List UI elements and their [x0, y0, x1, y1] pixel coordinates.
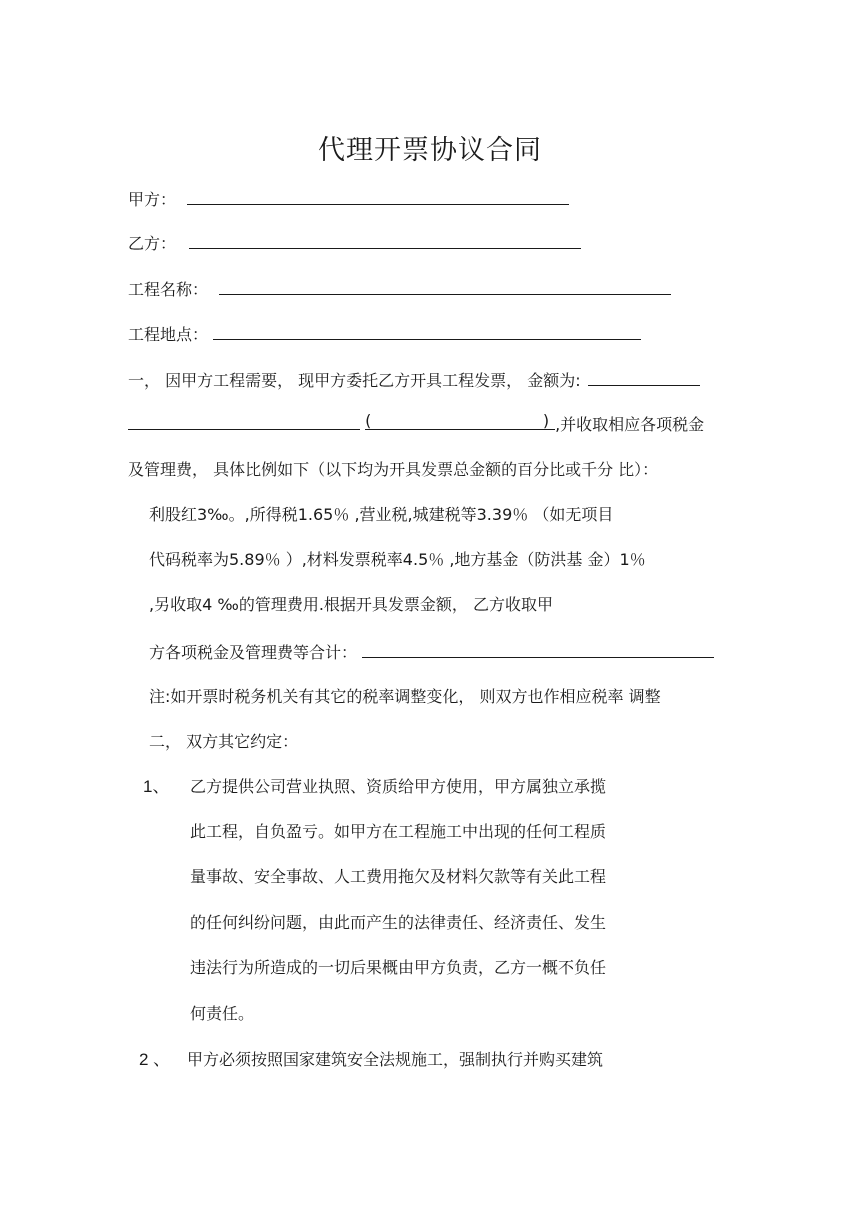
clause1-note: 注:如开票时税务机关有其它的税率调整变化， 则双方也作相应税率 调整 [149, 687, 661, 706]
party-a-blank[interactable] [187, 188, 569, 205]
item1-line-6: 何责任。 [190, 1004, 255, 1023]
item1-line-3: 量事故、安全事故、人工费用拖欠及材料欠款等有关此工程 [190, 867, 607, 886]
party-b-label: 乙方： [128, 234, 177, 253]
amount-blank[interactable] [588, 369, 700, 386]
clause1-line1 [128, 369, 700, 392]
project-name-label: 工程名称： [128, 280, 209, 299]
item1-number: 1、 [143, 777, 170, 796]
clause1-line6: ,另收取4 ‰的管理费用.根据开具发票金额， 乙方收取甲 [149, 595, 553, 614]
amount-paren-blank[interactable] [365, 413, 555, 430]
total-amount-blank[interactable] [362, 641, 714, 658]
party-b-row [128, 232, 581, 255]
paren-open: ( [365, 411, 372, 430]
item2-number: 2 、 [139, 1050, 171, 1069]
clause1-line7-text: 方各项税金及管理费等合计： [149, 643, 358, 662]
item1-line-1: 乙方提供公司营业执照、资质给甲方使用，甲方属独立承揽 [190, 777, 607, 796]
item1-line-4: 的任何纠纷问题，由此而产生的法律责任、经济责任、发生 [190, 913, 607, 932]
amount-words-blank[interactable] [128, 413, 360, 430]
project-location-blank[interactable] [213, 323, 641, 340]
clause1-line2-tail: ,并收取相应各项税金 [555, 415, 705, 434]
item1-line-5: 违法行为所造成的一切后果概由甲方负责，乙方一概不负任 [190, 958, 607, 977]
item1-line-2: 此工程，自负盈亏。如甲方在工程施工中出现的任何工程质 [190, 822, 607, 841]
clause1-line7 [149, 641, 714, 664]
project-name-blank[interactable] [219, 278, 671, 295]
clause1-line4: 利股红3‰。,所得税1.65％ ,营业税,城建税等3.39％ （如无项目 [149, 505, 614, 524]
party-b-blank[interactable] [189, 232, 581, 249]
clause1-line3: 及管理费， 具体比例如下（以下均为开具发票总金额的百分比或千分 比）： [128, 460, 659, 479]
project-name-row [128, 278, 671, 301]
party-a-row [128, 188, 569, 211]
project-location-row [128, 323, 641, 346]
clause1-line2 [128, 413, 704, 436]
item2-line-1: 甲方必须按照国家建筑安全法规施工，强制执行并购买建筑 [187, 1050, 604, 1069]
paren-close: ) [542, 411, 550, 430]
clause1-line5: 代码税率为5.89％ ）,材料发票税率4.5％ ,地方基金（防洪基 金）1％ [149, 550, 646, 569]
party-a-label: 甲方： [128, 190, 177, 209]
project-location-label: 工程地点： [128, 325, 209, 344]
clause1-line1-text: 一， 因甲方工程需要， 现甲方委托乙方开具工程发票， 金额为: [128, 371, 581, 390]
document-title: 代理开票协议合同 [318, 135, 542, 166]
clause2-heading: 二， 双方其它约定： [149, 732, 299, 751]
